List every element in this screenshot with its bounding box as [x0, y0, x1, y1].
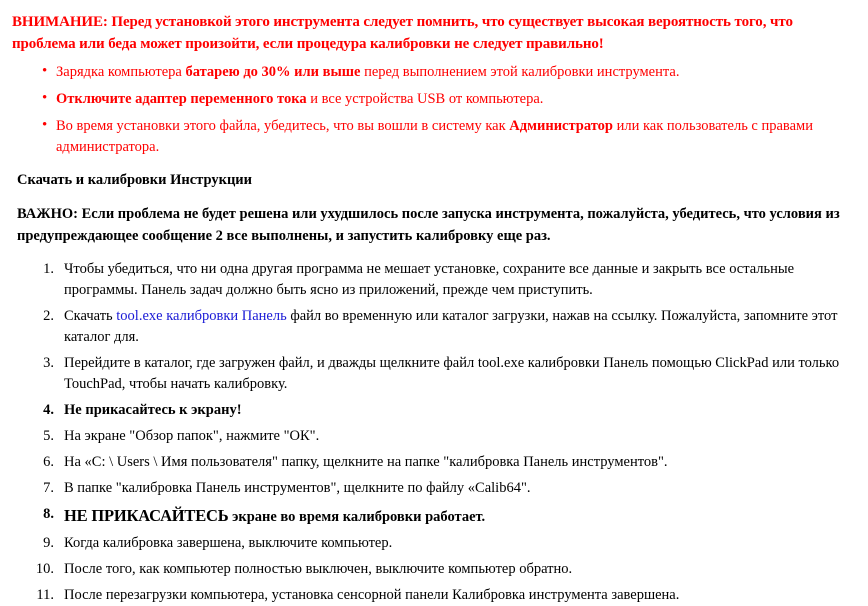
step-item — [12, 306, 856, 348]
important-paragraph: ВАЖНО: Если проблема не будет решена или ухудшилось после запуска инструмента, пожалуйста, убедитесь, что условия из предупреждающее сообщение 2 все выполнены, и запустить калибровку еще раз. — [17, 206, 840, 244]
step-text: Перейдите в каталог, где загружен файл, и дважды щелкните файл tool.exe калибровки Панель помощью ClickPad или только TouchPad, чтобы начать калибровку. — [64, 354, 840, 392]
step-text: Когда калибровка завершена, выключите компьютер. — [64, 534, 393, 551]
section-heading: Скачать и калибровки Инструкции — [17, 171, 253, 188]
step-text-post: файл во временную или каталог загрузки, нажав на ссылку. Пожалуйста, запомните этот каталог для. — [64, 307, 838, 345]
warning-bullet-item — [56, 89, 856, 110]
step-text-pre: Скачать — [64, 307, 117, 324]
step-text: Чтобы убедиться, что ни одна другая программа не мешает установке, сохраните все данные и закрыть все остальные программы. Панель задач должно быть ясно из приложений, прежде чем приступить. — [64, 260, 795, 298]
instruction-steps-list — [12, 259, 856, 606]
step-item — [12, 452, 856, 473]
bullet-text-bold: Отключите адаптер переменного тока — [56, 90, 307, 107]
bullet-text-pre: Зарядка компьютера — [56, 63, 186, 80]
step-item — [12, 559, 856, 580]
step-text: В папке "калибровка Панель инструментов", щелкните по файлу «Calib64". — [64, 479, 531, 496]
step-item — [12, 426, 856, 447]
bullet-text-bold: батарею до 30% или выше — [185, 63, 361, 80]
step-item — [12, 585, 856, 606]
step-text: Не прикасайтесь к экрану! — [64, 401, 242, 418]
step-item — [12, 353, 856, 395]
bullet-text-post: или как пользователь с правами администратора. — [56, 117, 813, 155]
step-item — [12, 478, 856, 499]
step-emphasis-text: НЕ ПРИКАСАЙТЕСЬ — [64, 505, 229, 525]
bullet-text-post: перед выполнением этой калибровки инструмента. — [360, 63, 680, 80]
step-text: После перезагрузки компьютера, установка сенсорной панели Калибровка инструмента завершена. — [64, 586, 680, 603]
step-item — [12, 504, 856, 528]
warning-bullet-item — [56, 116, 856, 158]
bullet-text-bold: Администратор — [509, 117, 613, 134]
step-item — [12, 533, 856, 554]
bullet-text-pre: Во время установки этого файла, убедитесь, что вы вошли в систему как — [56, 117, 510, 134]
step-text: На «C: \ Users \ Имя пользователя" папку, щелкните на папке "калибровка Панель инструментов". — [64, 453, 668, 470]
warning-bullet-item — [56, 62, 856, 83]
download-tool-link[interactable]: tool.exe калибровки Панель — [116, 307, 287, 324]
warning-heading: ВНИМАНИЕ: Перед установкой этого инструмента следует помнить, что существует высокая вероятность того, что проблема или беда может произойти, если процедура калибровки не следует правильно! — [12, 14, 793, 52]
step-text: экране во время калибровки работает. — [228, 508, 486, 525]
step-text: После того, как компьютер полностью выключен, выключите компьютер обратно. — [64, 560, 573, 577]
step-item — [12, 400, 856, 421]
step-text: На экране "Обзор папок", нажмите "ОК". — [64, 427, 320, 444]
step-item — [12, 259, 856, 301]
warning-bullet-list — [12, 62, 856, 158]
bullet-text-post: и все устройства USB от компьютера. — [306, 90, 544, 107]
